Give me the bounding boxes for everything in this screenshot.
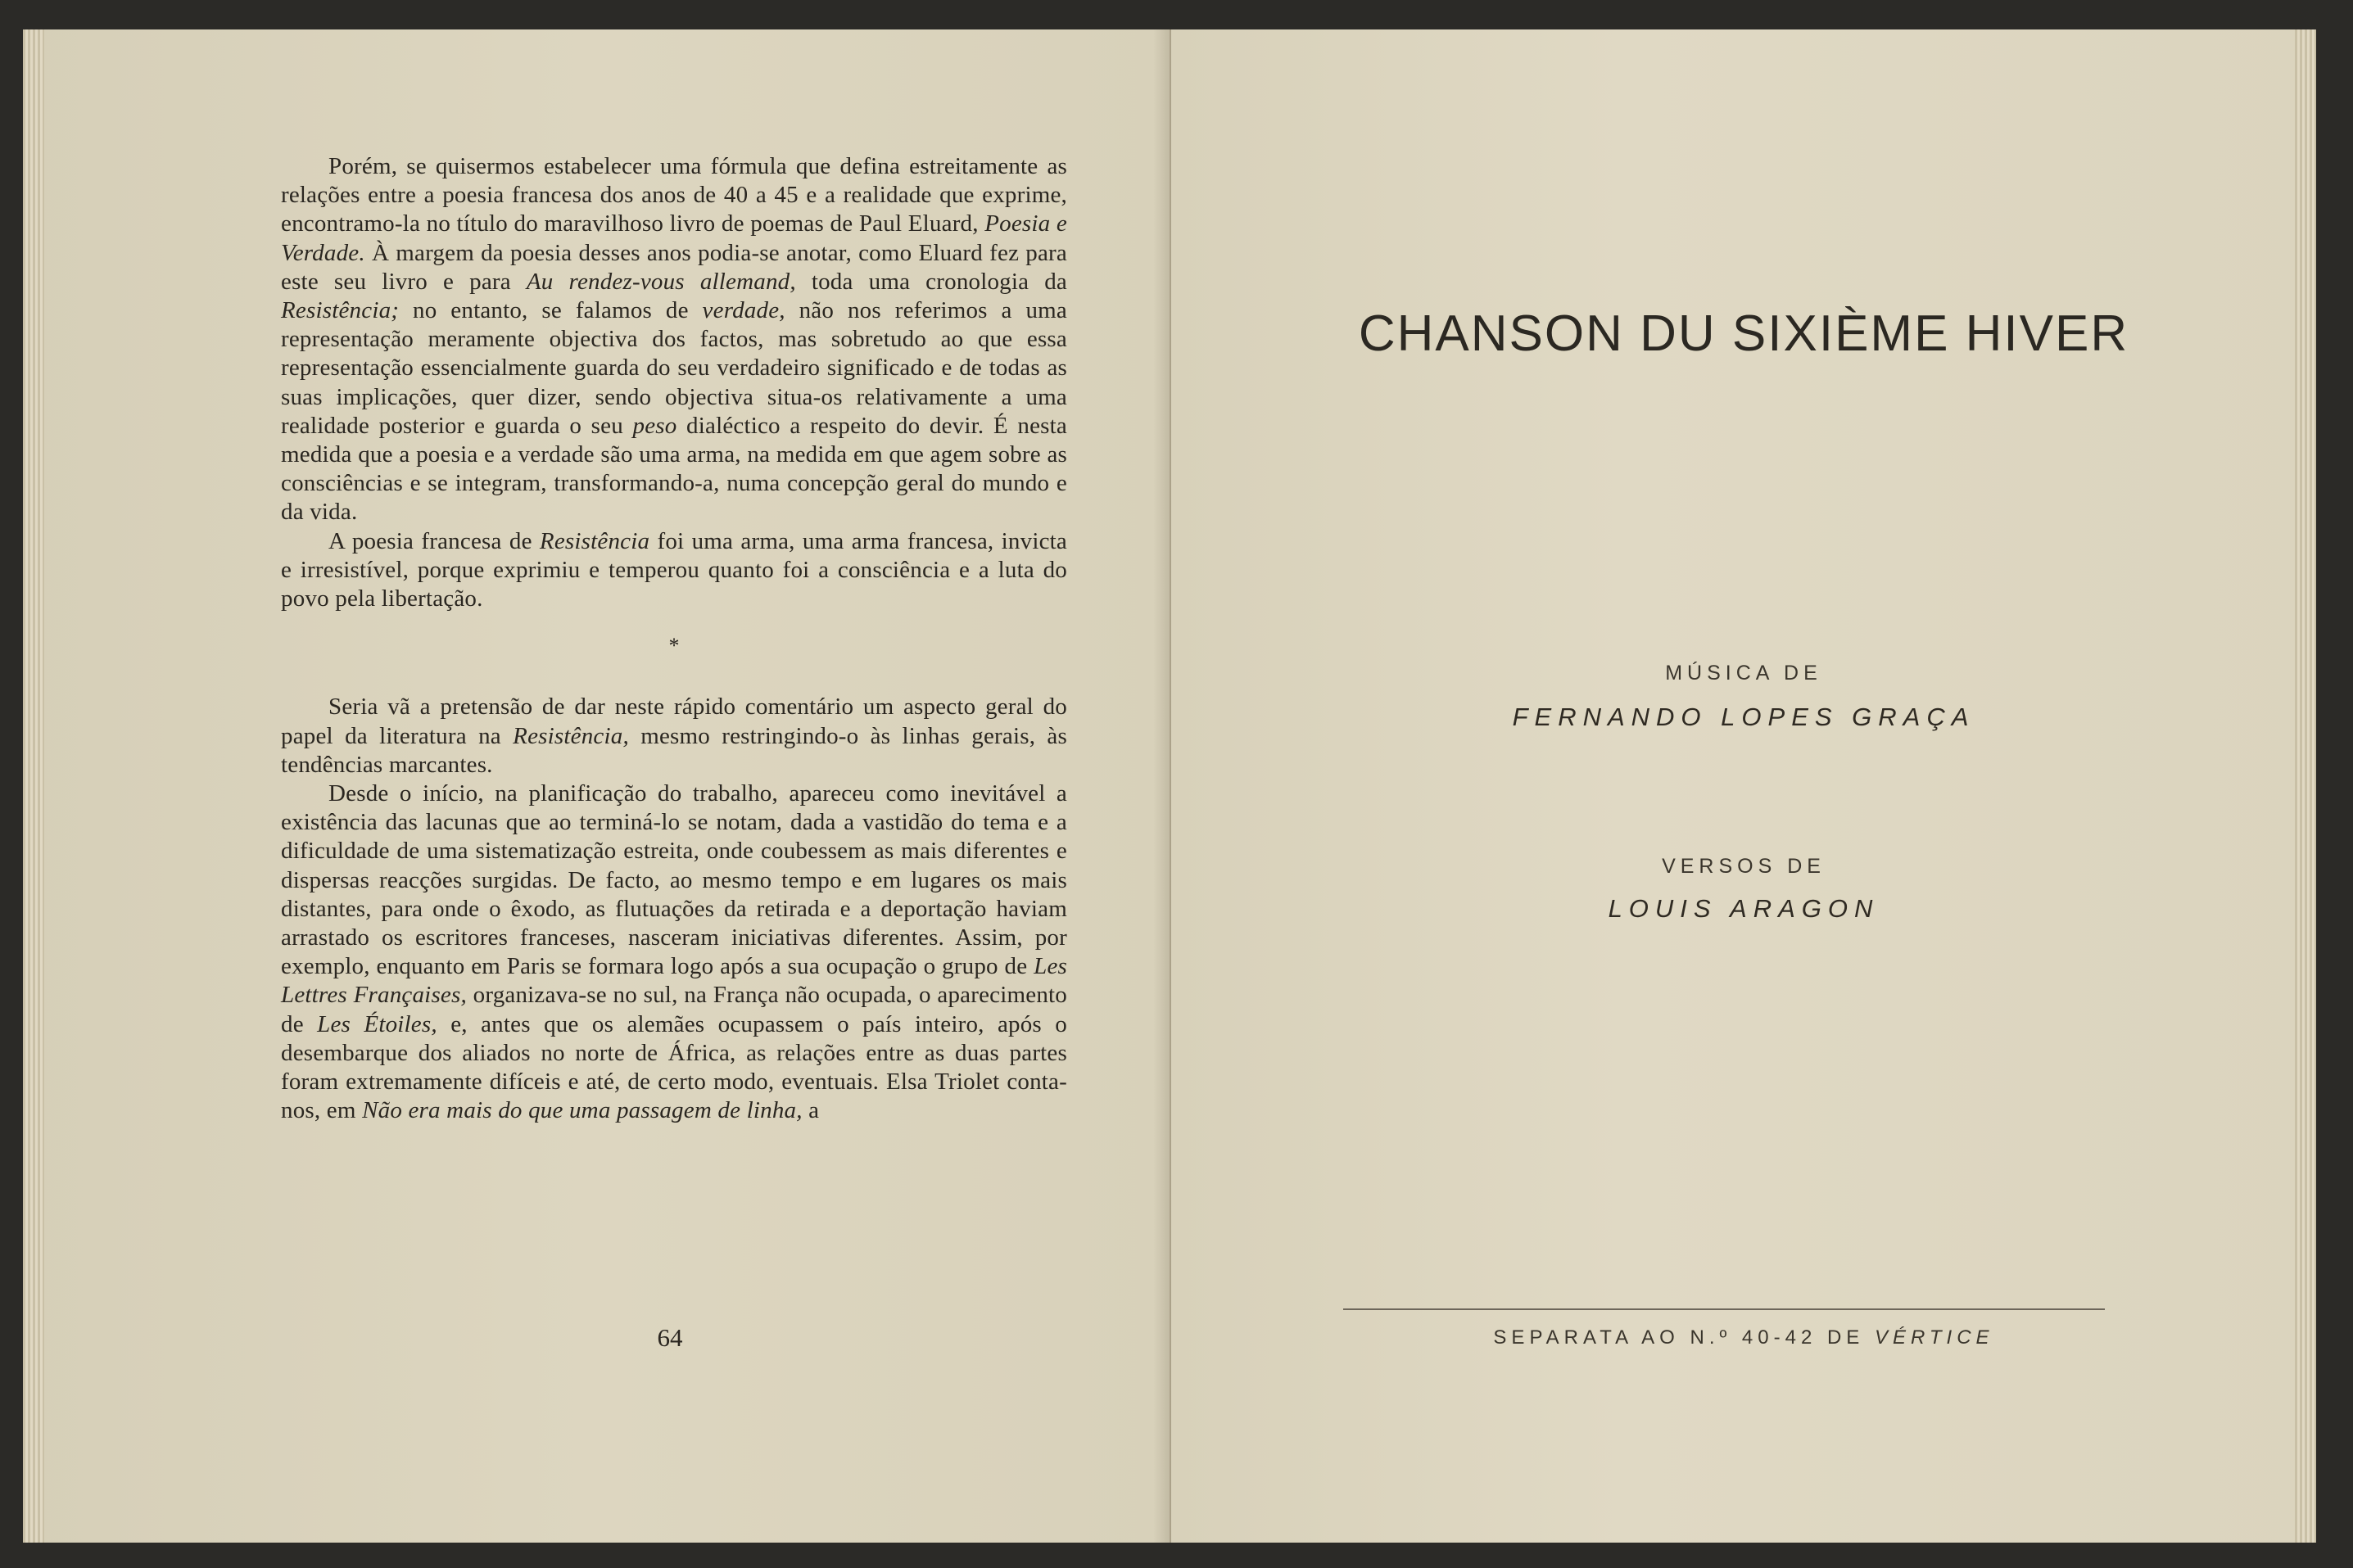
page-number: 64 bbox=[657, 1323, 683, 1352]
text-run: não nos referimos a uma representação meramente objectiva dos factos, mas sobretudo ao que essa representação essencialmente guarda do seu verdadeiro significado e de todas as suas implicações, quer dizer, sendo objectiva situa-os relativamente a uma realidade posterior e guarda o seu bbox=[281, 297, 1067, 439]
text-run: dialéctico a respeito do devir. É nesta medida que a poesia e a verdade são uma arma, na medida em que agem sobre as consciências e se integram, transformando-a, numa concepção geral do mundo e da vida. bbox=[281, 412, 1067, 526]
left-page bbox=[23, 29, 1171, 1543]
footer-prefix: SEPARATA AO N.º 40-42 DE bbox=[1493, 1326, 1865, 1349]
italic-text: Resistência bbox=[539, 527, 650, 554]
paragraph bbox=[281, 779, 1067, 1125]
text-run: no entanto, se falamos de bbox=[399, 297, 703, 324]
section-separator: * bbox=[668, 634, 680, 658]
text-run: Desde o início, na planificação do trabalho, apareceu como inevitável a existência das lacunas que ao terminá-lo se notam, dada a vastidão do tema e a dificuldade de uma sistematização estreita, onde coubessem as mais diferentes e dispersas reacções surgidas. De facto, ao mesmo tempo e em lugares os mais distantes, para onde o êxodo, as flutuações da retirada e a deportação haviam arrastado os escritores franceses, nasceram iniciativas diferentes. Assim, por exemplo, enquanto em Paris se formara logo após a sua ocupação o grupo de bbox=[281, 780, 1067, 980]
book-spread bbox=[23, 29, 2316, 1543]
footer-note bbox=[1171, 1326, 2316, 1349]
paragraph bbox=[281, 693, 1067, 779]
text-run: toda uma cronologia da bbox=[795, 268, 1068, 295]
text-run: Porém, se quisermos estabelecer uma fórmula que defina estreitamente as relações entre a poesia francesa dos anos de 40 a 45 e a realidade que exprime, encontramo-la no título do maravilhoso livro de poemas de Paul Eluard, bbox=[281, 153, 1067, 237]
right-page bbox=[1171, 29, 2316, 1543]
verse-label: VERSOS DE bbox=[1662, 855, 1826, 878]
footer-journal: VÉRTICE bbox=[1874, 1326, 1994, 1349]
paragraphs-after-separator bbox=[281, 693, 1067, 1125]
italic-text: Les Lettres Françaises, bbox=[281, 953, 1067, 1009]
poet-name: LOUIS ARAGON bbox=[1608, 894, 1880, 923]
italic-text: verdade, bbox=[702, 297, 785, 324]
italic-text: peso bbox=[632, 412, 677, 439]
paragraph bbox=[281, 152, 1067, 527]
body-text bbox=[281, 152, 1067, 1126]
italic-text: Não era mais do que uma passagem de linha, bbox=[362, 1097, 803, 1124]
italic-text: Les Étoiles, bbox=[317, 1010, 437, 1037]
italic-text: Resistência, bbox=[513, 722, 629, 749]
footer-rule bbox=[1343, 1308, 2105, 1310]
text-run: A poesia francesa de bbox=[328, 527, 540, 554]
text-run: Seria vã a pretensão de dar neste rápido comentário um aspecto geral do papel da literatura na bbox=[281, 694, 1067, 749]
paragraph bbox=[281, 527, 1067, 614]
text-run: foi uma arma, uma arma francesa, invicta e irresistível, porque exprimiu e temperou quanto foi a consciência e a luta do povo pela libertação. bbox=[281, 527, 1067, 612]
italic-text: Resistência; bbox=[281, 297, 400, 324]
music-label: MÚSICA DE bbox=[1665, 662, 1822, 685]
text-run: organizava-se no sul, na França não ocupada, o aparecimento de bbox=[281, 982, 1067, 1037]
paragraphs-before-separator bbox=[281, 152, 1067, 613]
italic-text: Poesia e Verdade. bbox=[281, 210, 1067, 266]
page-title: CHANSON DU SIXIÈME HIVER bbox=[1358, 305, 2129, 362]
composer-name: FERNANDO LOPES GRAÇA bbox=[1512, 703, 1975, 731]
text-run: À margem da poesia desses anos podia-se anotar, como Eluard fez para este seu livro e para bbox=[281, 239, 1067, 295]
text-run: e, antes que os alemães ocupassem o país inteiro, após o desembarque dos aliados no norte de África, as relações entre as duas partes foram extremamente difíceis e até, de certo modo, eventuais. Elsa Triolet conta-nos, em bbox=[281, 1010, 1068, 1124]
text-run: mesmo restringindo-o às linhas gerais, às tendências marcantes. bbox=[281, 722, 1067, 778]
italic-text: Au rendez-vous allemand, bbox=[526, 268, 796, 295]
text-run: a bbox=[802, 1097, 820, 1124]
